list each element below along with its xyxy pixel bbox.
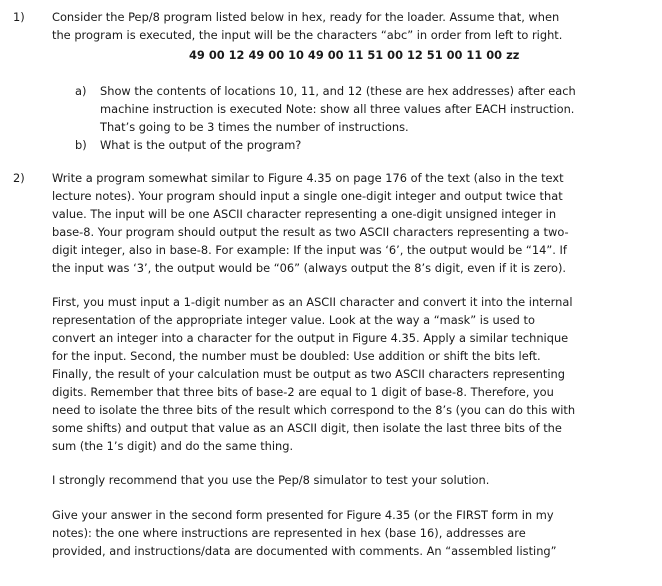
question-2-paragraph-3: I strongly recommend that you use the Pep/8 simulator to test your solution. (52, 473, 490, 487)
part-a-text: Show the contents of locations 10, 11, and 12 (these are hex addresses) after each machine instruction is executed Note: show all three values after EACH instruction. That’s going to be 3 times the number of instructions. (100, 84, 576, 134)
part-b-label: b) (75, 138, 87, 152)
question-2-paragraph-2: First, you must input a 1-digit number as an ASCII character and convert it into the internal representation of the appropriate integer value. Look at the way a “mask” is used to convert an integer into a character for the output in Figure 4.35. Apply a similar technique for the input. Second, the number must be doubled: Use addition or shift the bits left. Finally, the result of your calculation must be output as two ASCII characters representing digits. Remember that three bits of base-2 are equal to 1 digit of base-8. Therefore, you need to isolate the three bits of the result which correspond to the 8’s (you can do this with some shifts) and output that value as an ASCII digit, then isolate the last three bits of the sum (the 1’s digit) and do the same thing. (52, 295, 576, 453)
question-1-text: Consider the Pep/8 program listed below in hex, ready for the loader. Assume that, when the program is executed, the input will be the characters “abc” in order from left to right. (52, 10, 563, 42)
part-a-label: a) (75, 84, 87, 98)
hex-program-listing: 49 00 12 49 00 10 49 00 11 51 00 12 51 00 11 00 zz (189, 48, 520, 62)
question-2-text: Write a program somewhat similar to Figure 4.35 on page 176 of the text (also in the text lecture notes). Your program should input a single one-digit integer and output twice that value. The input will be one ASCII character representing a one-digit unsigned integer in base-8. Your program should output the result as two ASCII characters representing a two- digit integer, also in base-8. For example: If the input was ‘6’, the output would be “14”. If the input was ‘3’, the output would be “06” (always output the 8’s digit, even if it is zero). (52, 171, 569, 275)
part-b-text: What is the output of the program? (100, 138, 302, 152)
question-2-number: 2) (13, 171, 25, 185)
question-2-paragraph-4: Give your answer in the second form presented for Figure 4.35 (or the FIRST form in my notes): the one where instructions are represented in hex (base 16), addresses are provided, and instructions/data are documented with comments. An “assembled listing” (52, 508, 557, 558)
question-1-number: 1) (13, 10, 25, 24)
